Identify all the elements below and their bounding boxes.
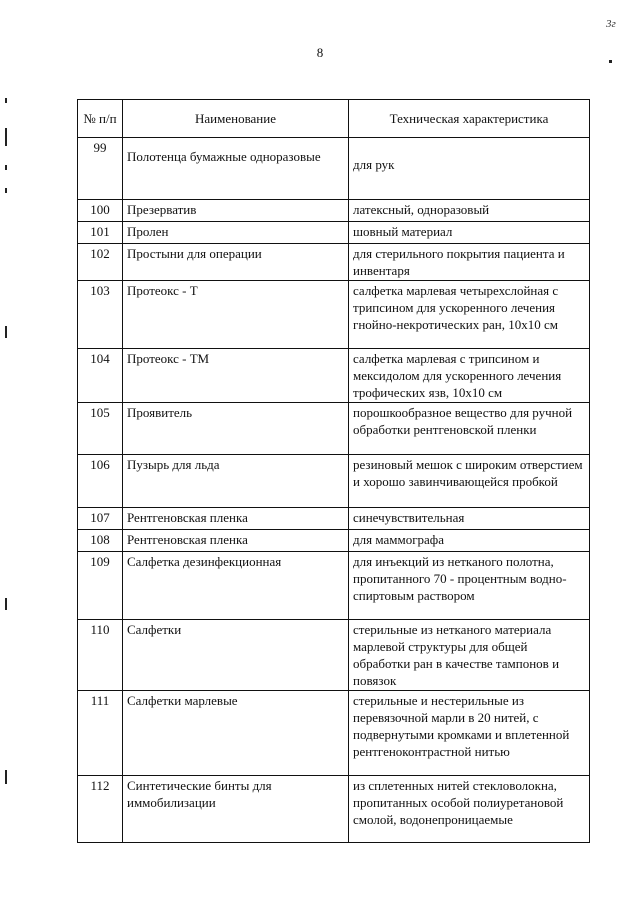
scan-mark [609, 60, 612, 63]
row-name: Протеокс - Т [123, 281, 349, 349]
row-number: 109 [78, 552, 123, 620]
table-row [78, 691, 590, 776]
items-table [77, 99, 590, 843]
table-row [78, 138, 590, 200]
row-number: 111 [78, 691, 123, 776]
table-row [78, 200, 590, 222]
row-spec: шовный материал [349, 222, 590, 244]
scan-mark [5, 326, 7, 338]
scan-mark [5, 98, 7, 103]
row-number: 107 [78, 508, 123, 530]
row-spec: порошкообразное вещество для ручной обработки рентгеновской пленки [349, 403, 590, 455]
row-number: 104 [78, 349, 123, 403]
row-spec: резиновый мешок с широким отверстием и хорошо завинчивающейся пробкой [349, 455, 590, 508]
row-number: 101 [78, 222, 123, 244]
corner-mark: 3г [606, 18, 616, 30]
row-number: 99 [78, 138, 123, 200]
row-spec: для маммографа [349, 530, 590, 552]
row-number: 110 [78, 620, 123, 691]
row-spec: из сплетенных нитей стекловолокна, пропитанных особой полиуретановой смолой, водонепроницаемые [349, 776, 590, 843]
table-row [78, 552, 590, 620]
row-name: Синтетические бинты для иммобилизации [123, 776, 349, 843]
table-row [78, 281, 590, 349]
table-row [78, 349, 590, 403]
scan-mark [5, 128, 7, 146]
scan-mark [5, 188, 7, 193]
row-name: Рентгеновская пленка [123, 508, 349, 530]
row-name: Пролен [123, 222, 349, 244]
row-name: Простыни для операции [123, 244, 349, 281]
header-name: Наименование [123, 100, 349, 138]
row-name: Полотенца бумажные одноразовые [123, 138, 349, 200]
table-row [78, 222, 590, 244]
row-number: 105 [78, 403, 123, 455]
row-spec: синечувствительная [349, 508, 590, 530]
row-name: Проявитель [123, 403, 349, 455]
row-number: 106 [78, 455, 123, 508]
row-name: Презерватив [123, 200, 349, 222]
row-number: 112 [78, 776, 123, 843]
table-row [78, 508, 590, 530]
scan-mark [5, 770, 7, 784]
row-name: Рентгеновская пленка [123, 530, 349, 552]
row-spec: стерильные и нестерильные из перевязочной марли в 20 нитей, с подвернутыми кромками и вплетенной рентгеноконтрастной нитью [349, 691, 590, 776]
row-spec: для инъекций из нетканого полотна, пропитанного 70 - процентным водно-спиртовым раствором [349, 552, 590, 620]
row-number: 102 [78, 244, 123, 281]
table-row [78, 530, 590, 552]
table-row [78, 776, 590, 843]
row-number: 108 [78, 530, 123, 552]
scan-mark [5, 165, 7, 170]
table-row [78, 455, 590, 508]
row-number: 103 [78, 281, 123, 349]
row-number: 100 [78, 200, 123, 222]
row-name: Салфетка дезинфекционная [123, 552, 349, 620]
row-spec: стерильные из нетканого материала марлевой структуры для общей обработки ран в качестве тампонов и повязок [349, 620, 590, 691]
row-name: Пузырь для льда [123, 455, 349, 508]
table-row [78, 244, 590, 281]
table-header-row [78, 100, 590, 138]
row-name: Салфетки [123, 620, 349, 691]
row-spec: для стерильного покрытия пациента и инвентаря [349, 244, 590, 281]
row-spec: для рук [349, 138, 590, 200]
table-row [78, 403, 590, 455]
row-spec: салфетка марлевая четырехслойная с трипсином для ускоренного лечения гнойно-некротических ран, 10х10 см [349, 281, 590, 349]
scan-mark [5, 598, 7, 610]
header-spec: Техническая характеристика [349, 100, 590, 138]
row-spec: латексный, одноразовый [349, 200, 590, 222]
table-row [78, 620, 590, 691]
page-number: 8 [316, 45, 324, 60]
row-name: Протеокс - ТМ [123, 349, 349, 403]
row-name: Салфетки марлевые [123, 691, 349, 776]
row-spec: салфетка марлевая с трипсином и мексидолом для ускоренного лечения трофических язв, 10х10 см [349, 349, 590, 403]
header-number: № п/п [78, 100, 123, 138]
